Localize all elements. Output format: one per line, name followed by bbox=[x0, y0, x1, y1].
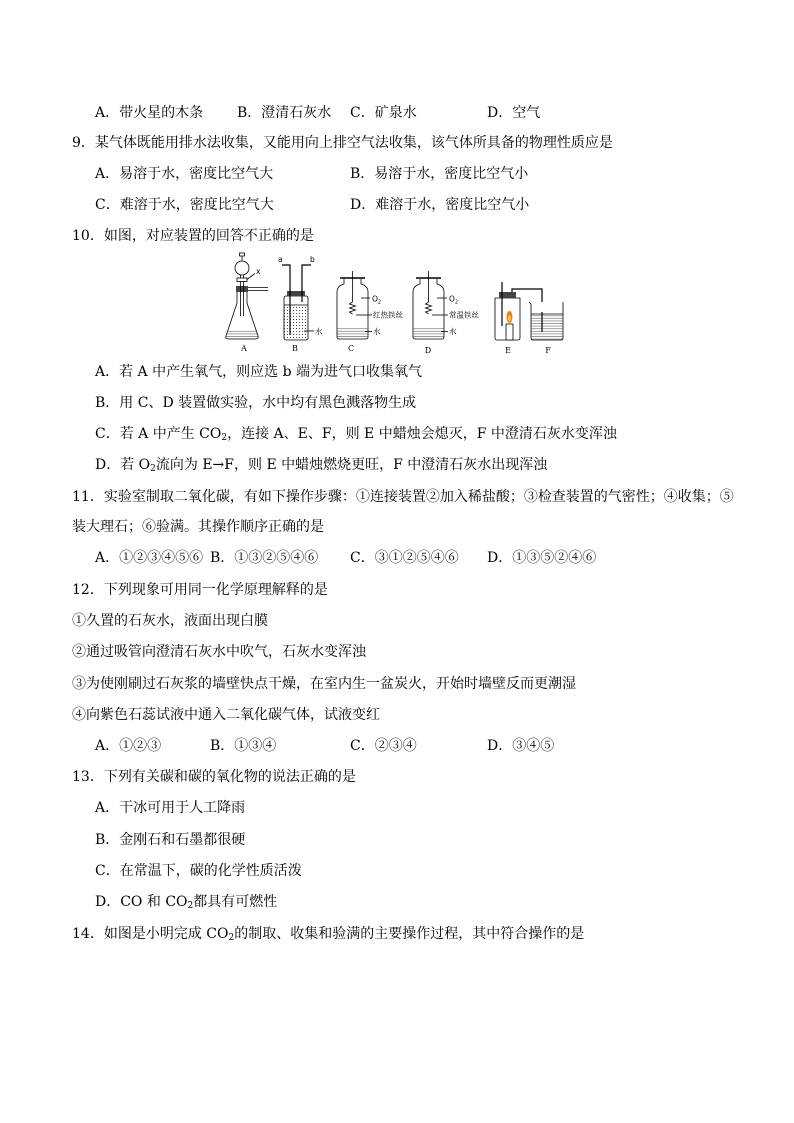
stopcock-pointer bbox=[247, 274, 255, 280]
stopcock-label: x bbox=[256, 267, 261, 276]
d-water-label: 水 bbox=[449, 327, 457, 336]
d-gas-label bbox=[449, 295, 458, 306]
q10-stem: 10．如图，对应装置的回答不正确的是 bbox=[72, 228, 314, 244]
tube-b-label: b bbox=[310, 255, 315, 264]
q13-option-d-text-end: 都具有可燃性 bbox=[193, 894, 278, 910]
q14-stem-text-end: 的制取、收集和验满的主要操作过程，其中符合操作的是 bbox=[234, 926, 585, 942]
q11-option-c: C．③①②⑤④⑥ bbox=[350, 550, 459, 566]
q12-option-d: D．③④⑤ bbox=[487, 738, 555, 754]
q13-option-d bbox=[95, 893, 277, 911]
q13-stem: 13．下列有关碳和碳的氧化物的说法正确的是 bbox=[72, 769, 356, 785]
c-gas-symbol: O bbox=[372, 294, 378, 304]
q9-stem: 9．某气体既能用排水法收集，又能用向上排空气法收集，该气体所具备的物理性质应是 bbox=[72, 135, 613, 151]
q12-phenomenon-4: ④向紫色石蕊试液中通入二氧化碳气体，试液变红 bbox=[72, 707, 380, 723]
apparatus-f-label: F bbox=[545, 346, 551, 355]
q10-option-d bbox=[95, 456, 547, 474]
q12-option-a: A．①②③ bbox=[95, 738, 162, 754]
c-gas-label bbox=[372, 295, 381, 306]
q11-option-d: D．①③⑤②④⑥ bbox=[487, 550, 597, 566]
q13-option-b: B．金刚石和石墨都很硬 bbox=[95, 832, 246, 848]
q12-phenomenon-1: ①久置的石灰水，液面出现白膜 bbox=[72, 613, 268, 629]
q10-option-d-subscript: 2 bbox=[150, 464, 156, 474]
q8-option-b: B．澄清石灰水 bbox=[237, 105, 332, 121]
flask-stopper bbox=[236, 286, 248, 292]
q9-option-b: B．易溶于水，密度比空气小 bbox=[350, 166, 529, 182]
d-gas-subscript: 2 bbox=[454, 299, 459, 306]
candle-flame-core bbox=[508, 315, 511, 321]
apparatus-f bbox=[529, 302, 563, 355]
apparatus-b bbox=[278, 255, 323, 353]
q10-option-c-text-start: C．若 A 中产生 CO bbox=[95, 426, 222, 442]
q12-phenomenon-2: ②通过吸管向澄清石灰水中吹气，石灰水变浑浊 bbox=[72, 644, 366, 660]
q10-option-d-text-end: 流向为 E→F，则 E 中蜡烛燃烧更旺，F 中澄清石灰水出现浑浊 bbox=[155, 457, 548, 473]
q9-option-a: A．易溶于水，密度比空气大 bbox=[95, 166, 274, 182]
q13-option-a: A．干冰可用于人工降雨 bbox=[95, 800, 246, 816]
q13-option-d-subscript: 2 bbox=[187, 901, 194, 911]
q10-option-c bbox=[95, 425, 617, 443]
q8-option-a: A．带火星的木条 bbox=[95, 105, 204, 121]
c-water-label: 水 bbox=[373, 327, 381, 336]
water-c bbox=[338, 328, 368, 339]
apparatus-a-label: A bbox=[241, 344, 247, 353]
apparatus-d bbox=[413, 271, 479, 355]
apparatus-d-label: D bbox=[424, 346, 432, 355]
q13-option-d-text-start: D．CO 和 CO bbox=[95, 894, 188, 910]
q11-option-b: B．①③②⑤④⑥ bbox=[210, 550, 319, 566]
q12-option-b: B．①③④ bbox=[210, 738, 277, 754]
q14-stem-text-start: 14．如图是小明完成 CO bbox=[72, 926, 229, 942]
c-gas-subscript: 2 bbox=[377, 299, 382, 306]
d-wire-label: 常温铁丝 bbox=[449, 310, 479, 320]
q10-option-a: A．若 A 中产生氧气，则应选 b 端为进气口收集氧气 bbox=[95, 364, 422, 380]
q14-stem-subscript: 2 bbox=[228, 933, 235, 943]
flask-side-tube bbox=[248, 288, 268, 291]
q12-option-c: C．②③④ bbox=[350, 738, 417, 754]
funnel-stopcock bbox=[237, 278, 247, 282]
q9-option-c: C．难溶于水，密度比空气大 bbox=[95, 197, 274, 213]
separatory-funnel-bulb bbox=[235, 261, 249, 275]
funnel-cap bbox=[240, 253, 245, 256]
apparatus-figure bbox=[220, 252, 570, 360]
c-wire-label: 红热铁丝 bbox=[373, 310, 403, 320]
apparatus-e-label: E bbox=[505, 346, 511, 355]
wash-bottle-liquid bbox=[285, 305, 308, 340]
beaker-liquid bbox=[532, 314, 563, 340]
q10-option-c-text-end: ，连接 A、E、F，则 E 中蜡烛会熄灭，F 中澄清石灰水变浑浊 bbox=[227, 426, 617, 442]
candle bbox=[506, 324, 513, 340]
q9-option-d: D．难溶于水，密度比空气小 bbox=[350, 197, 530, 213]
apparatus-b-label: B bbox=[292, 344, 298, 353]
q11-option-a: A．①②③④⑤⑥ bbox=[95, 550, 204, 566]
apparatus-c-label: C bbox=[347, 344, 355, 353]
q8-option-c: C．矿泉水 bbox=[350, 105, 417, 121]
q10-option-c-subscript: 2 bbox=[221, 433, 228, 443]
flask-liquid bbox=[226, 330, 258, 339]
q10-option-d-text-start: D．若 O bbox=[95, 457, 151, 473]
q12-stem: 12．下列现象可用同一化学原理解释的是 bbox=[72, 582, 328, 598]
apparatus-c bbox=[337, 271, 403, 353]
q13-option-c: C．在常温下，碳的化学性质活泼 bbox=[95, 863, 302, 879]
q10-option-b: B．用 C、D 装置做实验，水中均有黑色溅落物生成 bbox=[95, 395, 417, 411]
q8-option-d: D．空气 bbox=[487, 105, 541, 121]
water-d bbox=[414, 328, 444, 339]
q12-phenomenon-3: ③为使刚刷过石灰浆的墙壁快点干燥，在室内生一盆炭火，开始时墙壁反而更潮湿 bbox=[72, 676, 576, 692]
b-liquid-label: 水 bbox=[315, 327, 323, 336]
q11-stem-line-1: 11．实验室制取二氧化碳，有如下操作步骤：①连接装置②加入稀盐酸；③检查装置的气密性；④收集；⑤ bbox=[72, 489, 734, 505]
q11-stem-line-2: 装大理石；⑥验满。其操作顺序正确的是 bbox=[72, 519, 324, 535]
q14-stem bbox=[72, 925, 584, 943]
apparatus-a bbox=[226, 253, 268, 353]
tube-a-label: a bbox=[278, 255, 283, 264]
d-gas-symbol: O bbox=[449, 294, 455, 304]
